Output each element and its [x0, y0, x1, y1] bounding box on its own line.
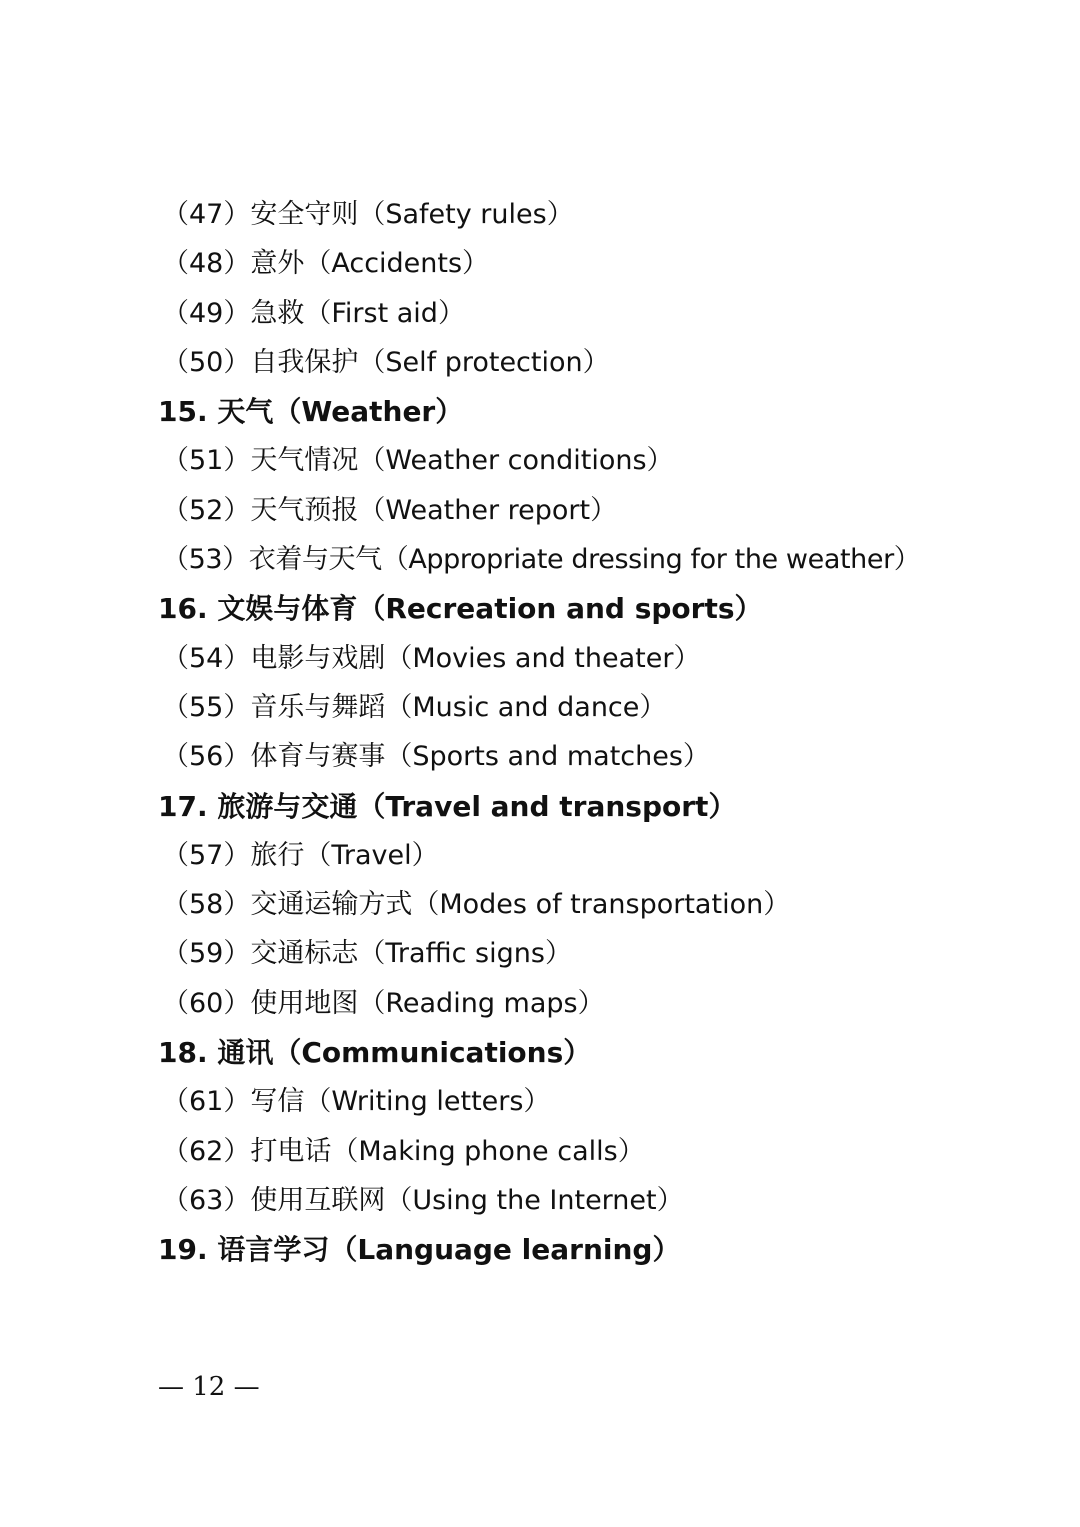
list-item: （47）安全守则（Safety rules）	[162, 199, 574, 230]
list-item: （59）交通标志（Traffic signs）	[162, 938, 572, 970]
page-number: — 12 —	[158, 1372, 260, 1402]
topic-list	[158, 190, 1038, 1275]
list-item: （48）意外（Accidents）	[162, 248, 490, 280]
section-heading: 15. 天气（Weather）	[158, 395, 464, 429]
list-item: （52）天气预报（Weather report）	[162, 494, 618, 526]
list-item: （49）急救（First aid）	[162, 297, 465, 329]
list-item: （62）打电话（Making phone calls）	[162, 1135, 645, 1167]
list-item: （56）体育与赛事（Sports and matches）	[162, 741, 710, 773]
list-item: （58）交通运输方式（Modes of transportation）	[162, 889, 791, 921]
list-item: （50）自我保护（Self protection）	[162, 346, 610, 378]
list-item: （51）天气情况（Weather conditions）	[162, 445, 674, 477]
list-item: （55）音乐与舞蹈（Music and dance）	[162, 691, 667, 723]
list-item: （53）衣着与天气（Appropriate dressing for the weather）	[162, 544, 921, 576]
list-item: （57）旅行（Travel）	[162, 839, 439, 871]
list-item: （63）使用互联网（Using the Internet）	[162, 1184, 684, 1216]
section-heading: 18. 通讯（Communications）	[158, 1036, 592, 1070]
section-heading: 17. 旅游与交通（Travel and transport）	[158, 789, 737, 823]
section-heading: 19. 语言学习（Language learning）	[158, 1233, 681, 1267]
list-item: （54）电影与戏剧（Movies and theater）	[162, 642, 701, 674]
section-heading: 16. 文娱与体育（Recreation and sports）	[158, 592, 763, 626]
list-item: （61）写信（Writing letters）	[162, 1086, 551, 1118]
list-item: （60）使用地图（Reading maps）	[162, 987, 605, 1019]
